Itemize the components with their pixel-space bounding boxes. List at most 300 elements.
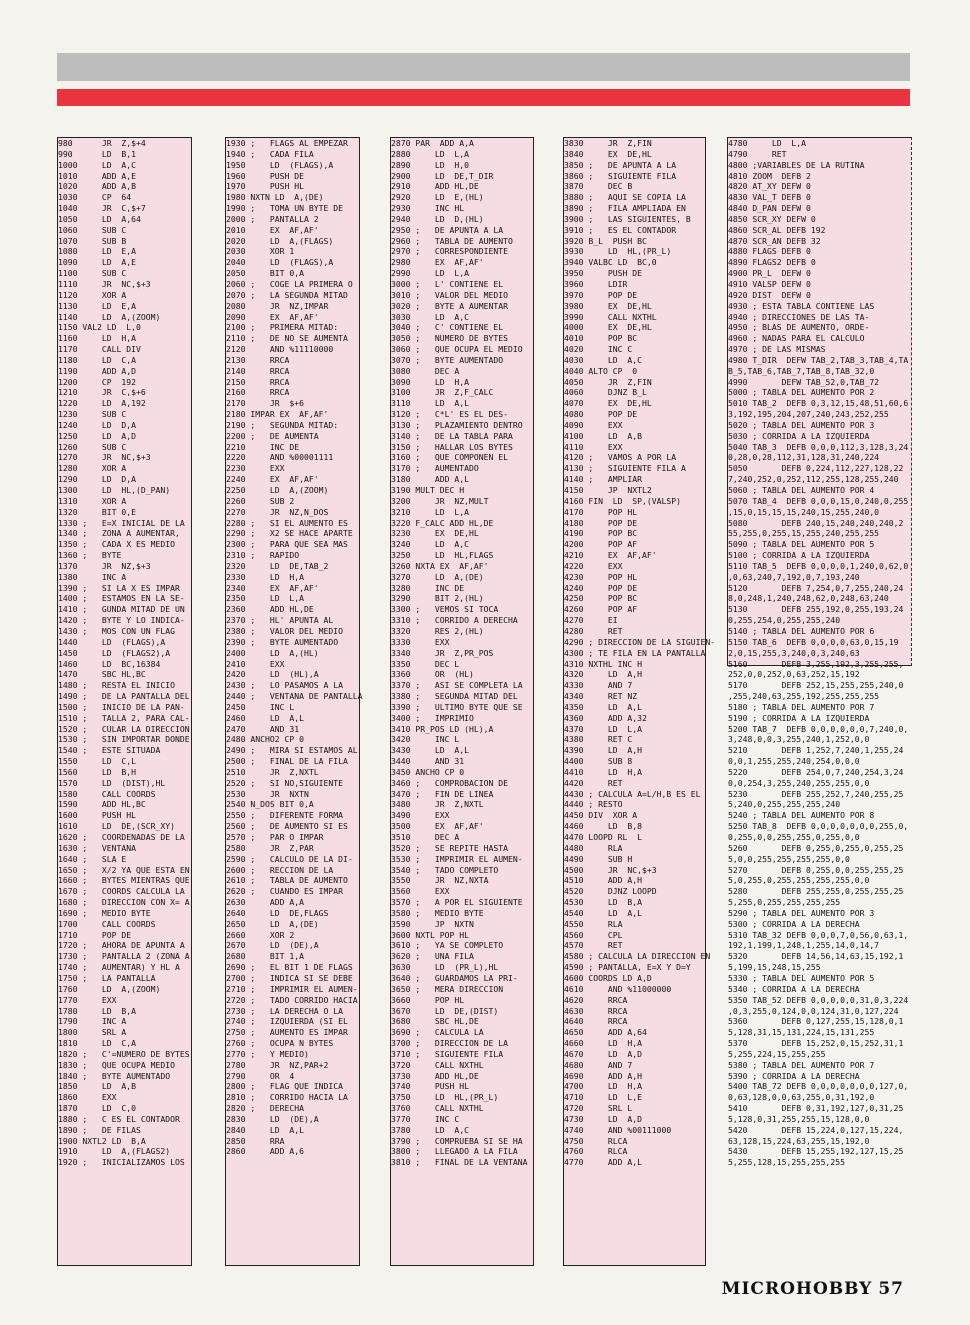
code-line: 1220 LD A,192 — [58, 398, 146, 409]
code-line: 3960 LDIR — [564, 278, 628, 289]
code-line: 4130 ; SIGUIENTE FILA A — [564, 463, 686, 474]
code-line: 4280 RET — [564, 625, 623, 636]
code-line: 2660 XOR 2 — [226, 929, 295, 940]
code-line: 2220 AND %00001111 — [226, 452, 334, 463]
code-line: 1060 SUB C — [58, 224, 127, 235]
code-line: 2070 ; LA SEGUNDA MITAD — [226, 289, 348, 300]
code-line: 3680 SBC HL,DE — [391, 1016, 479, 1027]
code-line: 3080 DEC A — [391, 365, 460, 376]
code-line: 4960 ; NADAS PARA EL CALCULO — [728, 333, 865, 344]
code-line: 4710 LD L,E — [564, 1092, 642, 1103]
code-line: 2180 IMPAR EX AF,AF' — [226, 409, 329, 420]
code-line: 5340 ; CORRIDA A LA DERECHA — [728, 983, 860, 994]
code-line: 5030 ; CORRIDA A LA IZQUIERDA — [728, 430, 870, 441]
code-line: 5410 DEFB 0,31,192,127,0,31,25 — [728, 1103, 904, 1114]
code-line: 2240 EX AF,AF' — [226, 474, 319, 485]
code-line: 2080 JR NZ,IMPAR — [226, 300, 329, 311]
code-line: 1720 ; AHORA DE APUNTA A — [58, 940, 185, 951]
code-line: 1580 CALL COORDS — [58, 788, 156, 799]
code-line: 3600 NXTL POP HL — [391, 929, 469, 940]
code-line: 3350 DEC L — [391, 658, 460, 669]
code-line: 5380 ; TABLA DEL AUMENTO POR 7 — [728, 1059, 875, 1070]
code-line: 3070 ; BYTE AUMENTADO — [391, 354, 504, 365]
page-footer — [722, 1279, 904, 1299]
code-line: 2550 ; DIFERENTE FORMA — [226, 810, 343, 821]
code-line: 2120 AND %11110000 — [226, 344, 334, 355]
code-line: 3720 CALL NXTHL — [391, 1059, 484, 1070]
code-line: 5210 DEFB 1,252,7,240,1,255,24 — [728, 745, 904, 756]
listing-column-4 — [563, 137, 716, 1266]
code-line: 3830 JR Z,FIN — [564, 138, 652, 148]
code-line: 2310 ; RAPIDO — [226, 550, 300, 561]
gray-header-band — [57, 53, 910, 81]
code-line: 2040 LD (FLAGS),A — [226, 257, 334, 268]
code-line: 3200 JR NZ,MULT — [391, 495, 489, 506]
code-line: 2460 LD A,L — [226, 712, 304, 723]
code-line: 5000 ; TABLA DEL AUMENTO POR 2 — [728, 387, 875, 398]
code-line: 1780 LD B,A — [58, 1005, 136, 1016]
code-line: 4540 LD A,L — [564, 907, 642, 918]
code-line: 0,28,0,28,112,31,128,31,240,224 — [728, 452, 880, 463]
code-line: 4200 POP AF — [564, 539, 638, 550]
code-line: 1030 CP 64 — [58, 192, 132, 203]
code-line: 3240 LD A,C — [391, 539, 469, 550]
code-line: 2610 ; TABLA DE AUMENTO — [226, 875, 348, 886]
code-line: 1640 ; SLA E — [58, 853, 127, 864]
code-line: 4480 RLA — [564, 842, 623, 853]
code-line: 5180 ; TABLA DEL AUMENTO POR 7 — [728, 701, 875, 712]
code-line: 4180 POP DE — [564, 517, 638, 528]
code-line: 4660 LD H,A — [564, 1038, 642, 1049]
code-line: 1230 SUB C — [58, 409, 127, 420]
code-line: 4490 SUB H — [564, 853, 633, 864]
code-line: 3670 LD DE,(DIST) — [391, 1005, 499, 1016]
code-line: 1510 ; TALLA 2, PARA CAL- — [58, 712, 190, 723]
code-line: 3880 ; AQUI SE COPIA LA — [564, 192, 686, 203]
code-line: 4190 POP BC — [564, 528, 638, 539]
code-line: 1290 LD D,A — [58, 474, 136, 485]
code-line: 3020 ; BYTE A AUMENTAR — [391, 300, 508, 311]
code-line: 1770 EXX — [58, 994, 117, 1005]
code-line: 4150 JP NXTL2 — [564, 485, 652, 495]
code-line: 1320 BIT 0,E — [58, 506, 136, 517]
code-line: 4330 AND 7 — [564, 680, 633, 691]
code-line: 3560 EXX — [391, 886, 450, 897]
code-line: 3040 ; C' CONTIENE EL — [391, 322, 504, 333]
code-line: 4170 POP HL — [564, 506, 638, 517]
code-line: 3910 ; ES EL CONTADOR — [564, 224, 677, 235]
code-line: 1670 ; COORDS CALCULA LA — [58, 886, 185, 897]
code-line: 4160 FIN LD SP,(VALSP) — [564, 495, 681, 506]
code-line: 4680 AND 7 — [564, 1059, 633, 1070]
code-line: 0,255,0,0,255,255,0,255,0,0 — [728, 832, 860, 842]
code-line: 4390 LD A,H — [564, 745, 642, 756]
code-line: 4590 ; PANTALLA, E=X Y D=Y — [564, 962, 691, 973]
code-line: 3410 PR_POS LD (HL),A — [391, 723, 494, 734]
red-header-band — [57, 89, 910, 106]
code-line: 2720 ; TADO CORRIDO HACIA — [226, 994, 358, 1005]
code-line: 2000 ; PANTALLA 2 — [226, 213, 319, 224]
code-line: 1700 CALL COORDS — [58, 918, 156, 929]
code-line: 2210 INC DE — [226, 441, 300, 452]
code-line: 3180 ADD A,L — [391, 474, 469, 485]
code-line: 1820 ; C'=NUMERO DE BYTES — [58, 1048, 190, 1059]
code-line: 5100 ; CORRIDA A LA IZQUIERDA — [728, 550, 870, 561]
code-line: 1340 ; ZONA A AUMENTAR, — [58, 528, 180, 539]
code-line: 4440 ; RESTO — [564, 799, 623, 810]
code-line: 2650 LD A,(DE) — [226, 918, 319, 929]
code-line: 2680 BIT 1,A — [226, 951, 304, 962]
code-line: 3310 ; CORRIDO A DERECHA — [391, 615, 518, 626]
code-line: 2570 ; PAR O IMPAR — [226, 832, 324, 842]
code-line: 2110 ; DE NO SE AUMENTA — [226, 333, 348, 344]
code-line: 1480 ; RESTA EL INICIO — [58, 680, 175, 691]
code-line: 2150 RRCA — [226, 376, 290, 387]
listing-column-1 — [57, 137, 192, 1266]
code-line: 2560 ; DE AUMENTO SI ES — [226, 821, 348, 832]
code-line: 4570 RET — [564, 940, 623, 951]
code-line: 4600 COORDS LD A,D — [564, 972, 652, 983]
code-line: 4800 ;VARIABLES DE LA RUTINA — [728, 159, 865, 170]
code-line: 5150 TAB_6 DEFB 0,0,0,0,63,0,15,19 — [728, 636, 899, 647]
code-line: 55,255,0,255,15,255,240,255,255 — [728, 528, 880, 539]
code-line: 1330 ; E=X INICIAL DE LA — [58, 517, 185, 528]
code-line: 4010 POP BC — [564, 333, 638, 344]
code-line: 4870 SCR_AN DEFB 32 — [728, 235, 821, 246]
code-line: 3490 EXX — [391, 810, 450, 821]
code-line: 1930 ; FLAGS AL EMPEZAR — [226, 138, 348, 148]
code-line: 4260 POP AF — [564, 604, 638, 615]
code-line: 1310 XOR A — [58, 495, 127, 506]
code-line: 1490 ; DE LA PANTALLA DEL — [58, 691, 190, 702]
code-line: 2740 ; IZQUIERDA (SI EL — [226, 1016, 348, 1027]
code-line: 5190 ; CORRIDA A LA IZQUIERDA — [728, 712, 870, 723]
code-line: 4940 ; DIRECCIONES DE LAS TA- — [728, 311, 870, 322]
code-line: 3250 LD HL,FLAGS — [391, 550, 494, 561]
code-line: 5270 DEFB 0,255,0,0,255,255,25 — [728, 864, 904, 875]
code-line: 1350 ; CADA X ES MEDIO — [58, 539, 175, 550]
code-line: 2790 OR 4 — [226, 1070, 295, 1081]
code-line: 3780 LD A,C — [391, 1124, 469, 1135]
code-line: 4930 ; ESTA TABLA CONTIENE LAS — [728, 300, 875, 311]
code-line: 2600 ; RECCION DE LA — [226, 864, 334, 875]
code-line: 4270 EI — [564, 615, 618, 626]
code-line: 1100 SUB C — [58, 268, 127, 279]
code-line: 4670 LD A,D — [564, 1048, 642, 1059]
code-line: 3120 ; C*L' ES EL DES- — [391, 409, 508, 420]
code-line: 3220 F_CALC ADD HL,DE — [391, 517, 494, 528]
code-line: 2530 JR NXTN — [226, 788, 309, 799]
code-line: 4840 D_PAN DEFW 0 — [728, 203, 811, 214]
code-line: 5080 DEFB 240,15,240,240,240,2 — [728, 517, 904, 528]
code-line: 4350 LD A,L — [564, 701, 642, 712]
code-line: 2770 ; Y MEDIO) — [226, 1048, 309, 1059]
code-line: 980 JR Z,$+4 — [58, 138, 146, 148]
code-line: 4620 RRCA — [564, 994, 628, 1005]
code-line: 3000 ; L' CONTIENE EL — [391, 278, 504, 289]
code-line: 2200 ; DE AUMENTA — [226, 430, 319, 441]
code-line: 1600 PUSH HL — [58, 810, 136, 821]
code-line: 3190 MULT DEC H — [391, 485, 465, 495]
code-line: 1880 ; C ES EL CONTADOR — [58, 1113, 180, 1124]
code-line: 5,255,224,15,255,255 — [728, 1048, 826, 1059]
code-line: 1980 NXTN LD A,(DE) — [226, 192, 324, 203]
code-line: 5170 DEFB 252,15,255,255,240,0 — [728, 680, 904, 691]
code-line: ,0,3,255,0,124,0,0,124,31,0,127,224 — [728, 1005, 899, 1016]
code-line: 1010 ADD A,E — [58, 170, 136, 181]
code-line: 3940 VALBC LD BC,0 — [564, 257, 657, 268]
code-line: 3110 LD A,L — [391, 398, 469, 409]
code-line: 63,128,15,224,63,255,15,192,0 — [728, 1135, 870, 1146]
code-line: 3800 ; LLEGADO A LA FILA — [391, 1146, 518, 1157]
code-line: 5120 DEFB 7,254,0,7,255,240,24 — [728, 582, 904, 593]
code-line: 4990 DEFW TAB_52,0,TAB_72 — [728, 376, 880, 387]
code-line: 2480 ANCHO2 CP 0 — [226, 734, 304, 745]
code-line: 1280 XOR A — [58, 463, 127, 474]
code-line: 5040 TAB_3 DEFB 0,0,0,112,3,128,3,24 — [728, 441, 909, 452]
code-line: 2100 ; PRIMERA MITAD: — [226, 322, 339, 333]
code-line: 8,0,248,1,240,248,62,0,248,63,240 — [728, 593, 889, 604]
code-line: 3590 JP NXTN — [391, 918, 474, 929]
code-line: 2510 JR Z,NXTL — [226, 766, 319, 777]
code-line: 3470 ; FIN DE LINEA — [391, 788, 494, 799]
code-line: 3140 ; DE LA TABLA PARA — [391, 430, 513, 441]
code-line: 2140 RRCA — [226, 365, 290, 376]
code-line: 4040 ALTO CP 0 — [564, 365, 638, 376]
code-line: 1110 JR NC,$+3 — [58, 278, 151, 289]
code-line: 3260 NXTA EX AF,AF' — [391, 560, 489, 571]
code-line: 3840 EX DE,HL — [564, 148, 652, 159]
code-line: 3,248,0,0,3,255,240,1,252,0,0 — [728, 734, 870, 745]
code-line: 5,255,0,255,255,255,255 — [728, 897, 841, 908]
code-line: 3340 JR Z,PR_POS — [391, 647, 494, 658]
code-line: 4110 EXX — [564, 441, 623, 452]
code-line: 1150 VAL2 LD L,0 — [58, 322, 141, 333]
code-line: 192,1,199,1,248,1,255,14,0,14,7 — [728, 940, 880, 951]
code-line: 0,63,128,0,0,63,255,0,31,192,0 — [728, 1092, 875, 1103]
code-line: 4250 POP BC — [564, 593, 638, 604]
code-line: 4700 LD H,A — [564, 1081, 642, 1092]
code-line: 5060 ; TABLA DEL AUMENTO POR 4 — [728, 485, 875, 495]
code-line: 0,0,1,255,255,240,254,0,0,0 — [728, 756, 860, 767]
code-line: 3380 ; SEGUNDA MITAD DEL — [391, 691, 518, 702]
code-line: 3700 ; DIRECCION DE LA — [391, 1038, 508, 1049]
code-line: 4640 RRCA — [564, 1016, 628, 1027]
code-line: 4080 POP DE — [564, 409, 638, 420]
code-line: 2330 LD H,A — [226, 571, 304, 582]
code-line: 5400 TAB_72 DEFB 0,0,0,0,0,0,0,127,0, — [728, 1081, 909, 1092]
code-line: 1140 LD A,(ZOOM) — [58, 311, 161, 322]
code-line: 1790 INC A — [58, 1016, 127, 1027]
code-line: 3500 EX AF,AF' — [391, 821, 484, 832]
code-line: 4790 RET — [728, 148, 787, 159]
code-line: 2850 RRA — [226, 1135, 285, 1146]
code-line: 4950 ; BLAS DE AUMENTO, ORDE- — [728, 322, 870, 333]
page-number: 57 — [878, 1279, 904, 1299]
code-line: 1000 LD A,C — [58, 159, 136, 170]
code-line: 5320 DEFB 14,56,14,63,15,192,1 — [728, 951, 904, 962]
code-line: 1360 ; BYTE — [58, 550, 122, 561]
code-line: 2960 ; TABLA DE AUMENTO — [391, 235, 513, 246]
code-line: 2700 ; INDICA SI SE DEBE — [226, 972, 353, 983]
code-line: 1950 LD (FLAGS),A — [226, 159, 334, 170]
code-line: 2020 LD A,(FLAGS) — [226, 235, 334, 246]
code-line: 3030 LD A,C — [391, 311, 469, 322]
code-line: 4740 AND %00111000 — [564, 1124, 672, 1135]
code-line: 4000 EX DE,HL — [564, 322, 652, 333]
code-line: 4780 LD L,A — [728, 138, 806, 148]
code-line: 3620 ; UNA FILA — [391, 951, 474, 962]
code-line: 5390 ; CORRIDA A LA DERECHA — [728, 1070, 860, 1081]
code-line: 1120 XOR A — [58, 289, 127, 300]
code-line: 1170 CALL DIV — [58, 344, 141, 355]
code-line: 3930 LD HL,(PR_L) — [564, 246, 672, 257]
code-line: 5090 ; TABLA DEL AUMENTO POR 5 — [728, 539, 875, 550]
code-line: 4560 CPL — [564, 929, 623, 940]
code-line: 2970 ; CORRESPONDIENTE — [391, 246, 508, 257]
magazine-name: MICROHOBBY — [721, 1279, 873, 1299]
code-line: 2730 ; LA DERECHA O LA — [226, 1005, 343, 1016]
code-line: 3750 LD HL,(PR_L) — [391, 1092, 499, 1103]
code-line: 1380 INC A — [58, 571, 127, 582]
code-line: 2590 ; CALCULO DE LA DI- — [226, 853, 353, 864]
code-line: 2010 EX AF,AF' — [226, 224, 319, 235]
code-line: 1660 ; BYTES MIENTRAS QUE — [58, 875, 190, 886]
code-line: 5260 DEFB 0,255,0,255,0,255,25 — [728, 842, 904, 853]
code-line: 4900 PR_L DEFW 0 — [728, 268, 811, 279]
code-line: 1540 ; ESTE SITUADA — [58, 745, 161, 756]
code-line: 252,0,0,252,0,63,252,15,192 — [728, 669, 860, 680]
code-line: 3520 ; SE REPITE HASTA — [391, 842, 508, 853]
code-line: 3280 INC DE — [391, 582, 465, 593]
code-line: 2920 LD E,(HL) — [391, 192, 484, 203]
code-line: 3210 LD L,A — [391, 506, 469, 517]
code-line: 1900 NXTL2 LD B,A — [58, 1135, 146, 1146]
code-line: 2390 ; BYTE AUMENTADO — [226, 636, 339, 647]
code-line: 5200 TAB_7 DEFB 0,0,0,0,0,0,7,240,0, — [728, 723, 909, 734]
code-line: 5160 DEFB 3,255,192,3,255,255, — [728, 658, 904, 669]
code-line: 3850 ; DE APUNTA A LA — [564, 159, 677, 170]
code-line: 2750 ; AUMENTO ES IMPAR — [226, 1027, 348, 1038]
code-line: 5430 DEFB 15,255,192,127,15,25 — [728, 1146, 904, 1157]
code-line: 2340 EX AF,AF' — [226, 582, 319, 593]
code-line: 4380 RET C — [564, 734, 633, 745]
code-line: 2250 LD A,(ZOOM) — [226, 485, 329, 495]
code-line: 1990 ; TOMA UN BYTE DE — [226, 203, 343, 214]
code-line: 2370 ; HL' APUNTA AL — [226, 615, 334, 626]
code-line: 4100 LD A,B — [564, 430, 642, 441]
code-line: 1620 ; COORDENADAS DE LA — [58, 832, 185, 842]
code-line: 2400 LD A,(HL) — [226, 647, 319, 658]
code-line: 3580 ; MEDIO BYTE — [391, 907, 484, 918]
code-line: 2410 EXX — [226, 658, 285, 669]
code-line: B_5,TAB_6,TAB_7,TAB_8,TAB_32,0 — [728, 365, 875, 376]
code-line: 4060 DJNZ B_L — [564, 387, 647, 398]
code-line: 4400 SUB 8 — [564, 756, 633, 767]
code-line: 1390 ; SI LA X ES IMPAR — [58, 582, 180, 593]
listing-column-2 — [225, 137, 363, 1266]
code-line: 3690 ; CALCULA LA — [391, 1027, 484, 1038]
code-line: 2160 RRCA — [226, 387, 290, 398]
code-line: 2690 ; EL BIT 1 DE FLAGS — [226, 962, 353, 973]
code-line: 4290 ; DIRECCION DE LA SIGUIEN- — [564, 636, 716, 647]
code-line: 4370 LD L,A — [564, 723, 642, 734]
code-line: 2260 SUB 2 — [226, 495, 295, 506]
code-line: 4500 JR NC,$+3 — [564, 864, 657, 875]
code-line: 2440 ; VENTANA DE PANTALLA — [226, 691, 363, 702]
code-line: 5110 TAB_5 DEFB 0,0,0,0,1,240,0,62,0 — [728, 560, 909, 571]
code-line: 1180 LD C,A — [58, 354, 136, 365]
code-line: 2360 ADD HL,DE — [226, 604, 314, 615]
code-line: 4430 ; CALCULA A=L/H,B ES EL — [564, 788, 701, 799]
code-line: 5,240,0,255,255,255,240 — [728, 799, 841, 810]
code-line: 5070 TAB_4 DEFB 0,0,0,15,0,240,0,255 — [728, 495, 909, 506]
code-line: 4830 VAL_T DEFB 0 — [728, 192, 811, 203]
code-line: 2980 EX AF,AF' — [391, 257, 484, 268]
code-line: 3300 ; VEMOS SI TOCA — [391, 604, 499, 615]
code-line: 2580 JR Z,PAR — [226, 842, 314, 853]
listing-column-5 — [727, 137, 912, 1168]
code-line: 3760 CALL NXTHL — [391, 1103, 484, 1114]
code-line: 1190 ADD A,D — [58, 365, 136, 376]
code-line: 2030 XOR 1 — [226, 246, 295, 257]
code-line: 2270 JR NZ,N_DOS — [226, 506, 329, 517]
code-line: 5020 ; TABLA DEL AUMENTO POR 3 — [728, 419, 875, 430]
code-line: 1450 LD (FLAGS2),A — [58, 647, 171, 658]
code-line: 1860 EXX — [58, 1092, 117, 1103]
code-line: 5,128,0,31,255,255,15,128,0,0 — [728, 1113, 870, 1124]
code-line: 4230 POP HL — [564, 571, 638, 582]
code-line: 1850 LD A,B — [58, 1081, 136, 1092]
code-line: 4520 DJNZ LOOPD — [564, 886, 657, 897]
listing-column-3 — [390, 137, 534, 1266]
code-line: 4860 SCR_AL DEFB 192 — [728, 224, 826, 235]
code-line: 4850 SCR_XY DEFW 0 — [728, 213, 816, 224]
code-line: 2490 ; MIRA SI ESTAMOS AL — [226, 745, 358, 756]
code-line: 3610 ; YA SE COMPLETO — [391, 940, 504, 951]
code-line: 1270 JR NC,$+3 — [58, 452, 151, 463]
code-line: 3950 PUSH DE — [564, 268, 642, 279]
code-line: 5220 DEFB 254,0,7,240,254,3,24 — [728, 766, 904, 777]
code-line: 1590 ADD HL,BC — [58, 799, 146, 810]
code-line: 1070 SUB B — [58, 235, 127, 246]
code-line: 4320 LD A,H — [564, 669, 642, 680]
code-line: 5280 DEFB 255,255,0,255,255,25 — [728, 886, 904, 897]
code-line: 4690 ADD A,H — [564, 1070, 642, 1081]
code-line: 1050 LD A,64 — [58, 213, 141, 224]
code-line: 3860 ; SIGUIENTE FILA — [564, 170, 677, 181]
code-line: 3290 BIT 2,(HL) — [391, 593, 484, 604]
code-line: 2430 ; LO PASAMOS A LA — [226, 680, 343, 691]
code-line: 1750 ; LA PANTALLA — [58, 972, 156, 983]
code-line: 3,192,195,204,207,240,243,252,255 — [728, 409, 889, 420]
code-line: 5370 DEFB 15,252,0,15,252,31,1 — [728, 1038, 904, 1049]
code-line: 2930 INC HL — [391, 203, 465, 214]
code-line: 3230 EX DE,HL — [391, 528, 479, 539]
code-line: 1730 ; PANTALLA 2 (ZONA A — [58, 951, 190, 962]
code-line: 1420 ; BYTE Y LO INDICA- — [58, 615, 185, 626]
code-line: 3420 INC L — [391, 734, 460, 745]
code-line: ,0,63,240,7,192,0,7,193,240 — [728, 571, 860, 582]
code-line: 2520 ; SI NO,SIGUIENTE — [226, 777, 343, 788]
code-line: 2,0,15,255,3,240,0,3,240,63 — [728, 647, 860, 658]
code-line: 5140 ; TABLA DEL AUMENTO POR 6 — [728, 625, 875, 636]
code-line: 5300 ; CORRIDA A LA DERECHA — [728, 918, 860, 929]
code-line: 2800 ; FLAG QUE INDICA — [226, 1081, 343, 1092]
code-line: 4020 INC C — [564, 344, 633, 355]
code-line: 1690 ; MEDIO BYTE — [58, 907, 151, 918]
code-line: 2130 RRCA — [226, 354, 290, 365]
